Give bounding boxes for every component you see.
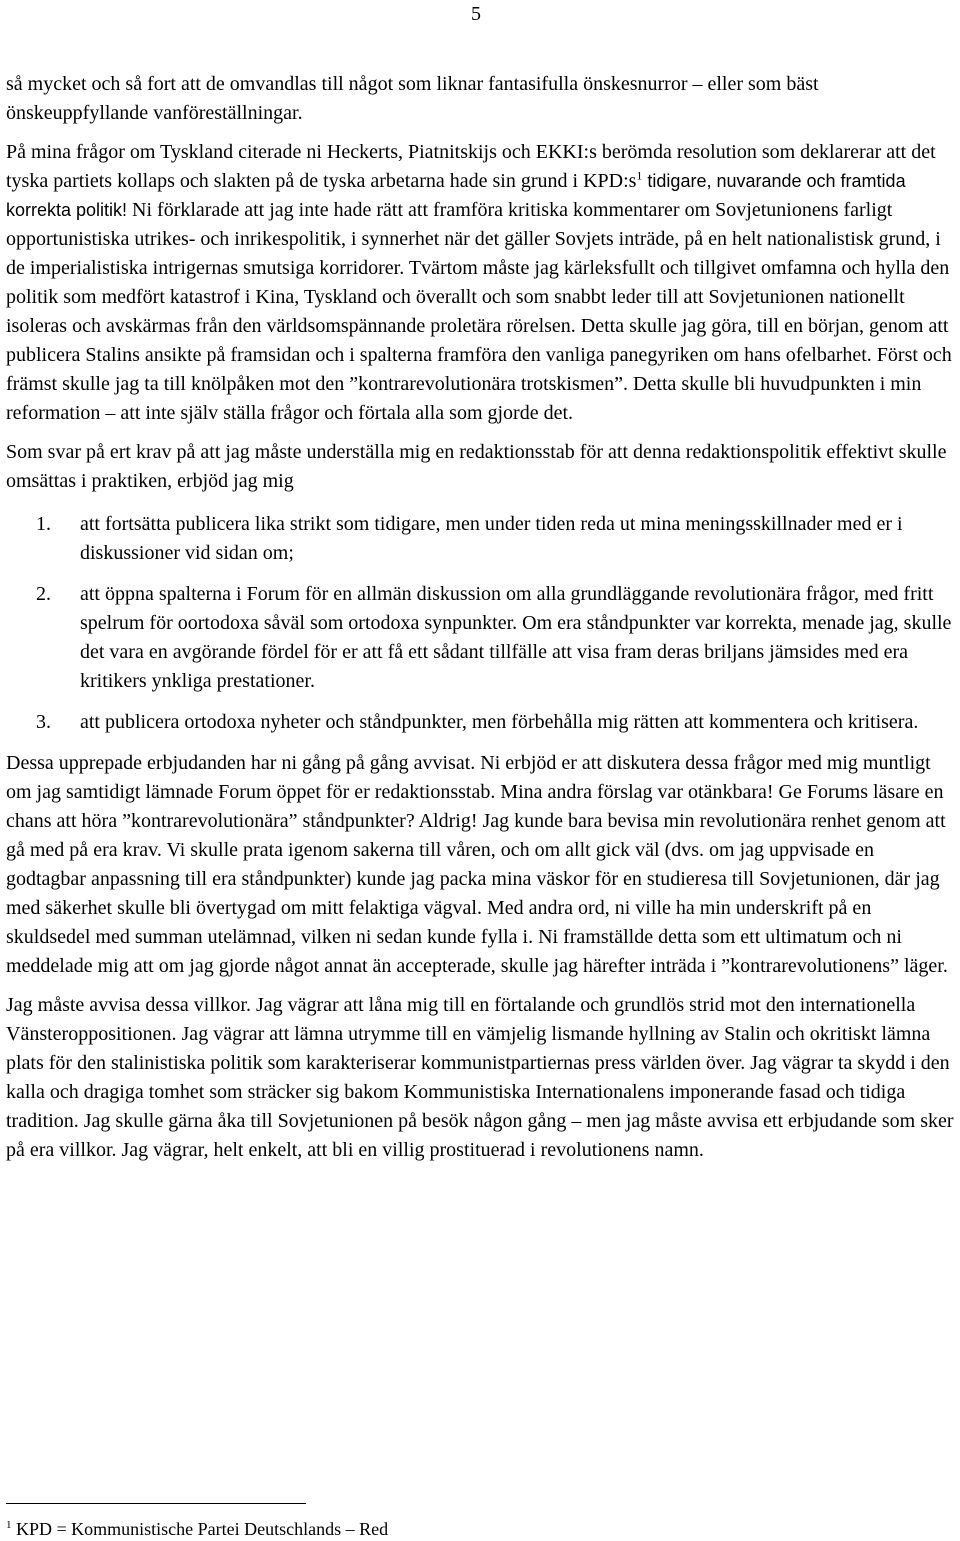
list-item bbox=[6, 510, 956, 568]
list-item bbox=[6, 580, 956, 696]
list-item-text: att publicera ortodoxa nyheter och ståndpunkter, men förbehålla mig rätten att kommentera och kritisera. bbox=[80, 711, 919, 733]
footnote-divider bbox=[6, 1503, 306, 1504]
offer-list bbox=[6, 510, 956, 737]
paragraph-2-middle: Ni förklarade att jag inte hade rätt att framföra kritiska kommentarer om Sovjetunionens farligt opportunistiska utrikes- och inrikespolitik, i synnerhet när det gäller Sovjets inträde, på en helt nationalistisk grund, i de imperialistiska intrigernas smutsiga korridorer. bbox=[6, 199, 941, 279]
paragraph-2-sans-segment: tidigare, nuvarande och framtida korrekta politik! bbox=[6, 171, 906, 220]
list-item-text: att öppna spalterna i Forum för en allmän diskussion om alla grundläggande revolutionära frågor, med fritt spelrum för oortodoxa såväl som ortodoxa synpunkter. Om era ståndpunkter var korrekta, menade jag, skulle det vara en avgörande fördel för er att få ett sådant tillfälle att visa fram deras briljans jämsides med era kritikers ynkliga prestationer. bbox=[80, 583, 952, 692]
footnote bbox=[6, 1518, 388, 1540]
list-item-number: 2. bbox=[36, 583, 51, 605]
list-item-number: 3. bbox=[36, 711, 51, 733]
list-item-number: 1. bbox=[36, 513, 51, 535]
paragraph-1: så mycket och så fort att de omvandlas till något som liknar fantasifulla önskesnurror – eller som bäst önskeuppfyllande vanföreställningar. bbox=[6, 73, 819, 124]
footnote-reference: 1 bbox=[636, 168, 643, 183]
kpd-abbreviation: KPD:s bbox=[583, 170, 637, 192]
paragraph-2-start: På mina frågor om Tyskland citerade ni Heckerts, Piatnitskijs och EKKI:s berömda resolution som deklarerar att det tyska partiets kollaps och slakten på de tyska arbetarna hade sin grund i bbox=[6, 141, 936, 192]
paragraph-3: Som svar på ert krav på att jag måste underställa mig en redaktionsstab för att denna redaktionspolitik effektivt skulle omsättas i praktiken, erbjöd jag mig bbox=[6, 441, 947, 492]
footnote-mark: 1 bbox=[6, 1519, 12, 1531]
document-body bbox=[6, 70, 956, 1175]
paragraph-5: Jag måste avvisa dessa villkor. Jag vägrar att låna mig till en förtalande och grundlös strid mot den internationella Vänsteroppositionen. Jag vägrar att lämna utrymme till en vämjelig lismande hyllning av Stalin och okritiskt lämna plats för den stalinistiska politik som karakteriserar kommunistpartiernas press världen över. Jag vägrar ta skydd i den kalla och dragiga tomhet som sträcker sig bakom Kommunistiska Internationalens imponerande fasad och tidiga tradition. Jag skulle gärna åka till Sovjetunionen på besök någon gång – men jag måste avvisa ett erbjudande som sker på era villkor. Jag vägrar, helt enkelt, att bli en villig prostituerad i revolutionens namn. bbox=[6, 994, 954, 1161]
paragraph-2-end: Tvärtom måste jag kärleksfullt och tillgivet omfamna och hylla den politik som medfört katastrof i Kina, Tyskland och överallt och som snabbt leder till att Sovjetunionen nationellt isoleras och avskärmas från den världsomspännande proletära rörelsen. Detta skulle jag göra, till en början, genom att publicera Stalins ansikte på framsidan och i spalterna framföra den vanliga panegyriken om hans ofelbarhet. Först och främst skulle jag ta till knölpåken mot den ”kontrarevolutionära trotskismen”. Detta skulle bli huvudpunkten i min reformation – att inte själv ställa frågor och förtala alla som gjorde det. bbox=[6, 257, 952, 424]
paragraph-2 bbox=[6, 138, 956, 428]
footnote-text: KPD = Kommunistische Partei Deutschlands – Red bbox=[11, 1519, 389, 1539]
list-item-text: att fortsätta publicera lika strikt som tidigare, men under tiden reda ut mina meningsskillnader med er i diskussioner vid sidan om; bbox=[80, 513, 903, 564]
page-number: 5 bbox=[471, 3, 481, 25]
list-item bbox=[6, 708, 956, 737]
paragraph-4: Dessa upprepade erbjudanden har ni gång på gång avvisat. Ni erbjöd er att diskutera dessa frågor med mig muntligt om jag samtidigt lämnade Forum öppet för er redaktionsstab. Mina andra förslag var otänkbara! Ge Forums läsare en chans att höra ”kontrarevolutionära” ståndpunkter? Aldrig! Jag kunde bara bevisa min revolutionära renhet genom att gå med på era krav. Vi skulle prata igenom sakerna till våren, och om allt gick väl (dvs. om jag uppvisade en godtagbar anpassning till era ståndpunkter) kunde jag packa mina väskor för en studieresa till Sovjetunionen, där jag med säkerhet skulle bli övertygad om mitt felaktiga vägval. Med andra ord, ni ville ha min underskrift på en skuldsedel med summan utelämnad, vilken ni sedan kunde fylla i. Ni framställde detta som ett ultimatum och ni meddelade mig att om jag gjorde något annat än accepterade, skulle jag härefter inträda i ”kontrarevolutionens” läger. bbox=[6, 752, 948, 977]
